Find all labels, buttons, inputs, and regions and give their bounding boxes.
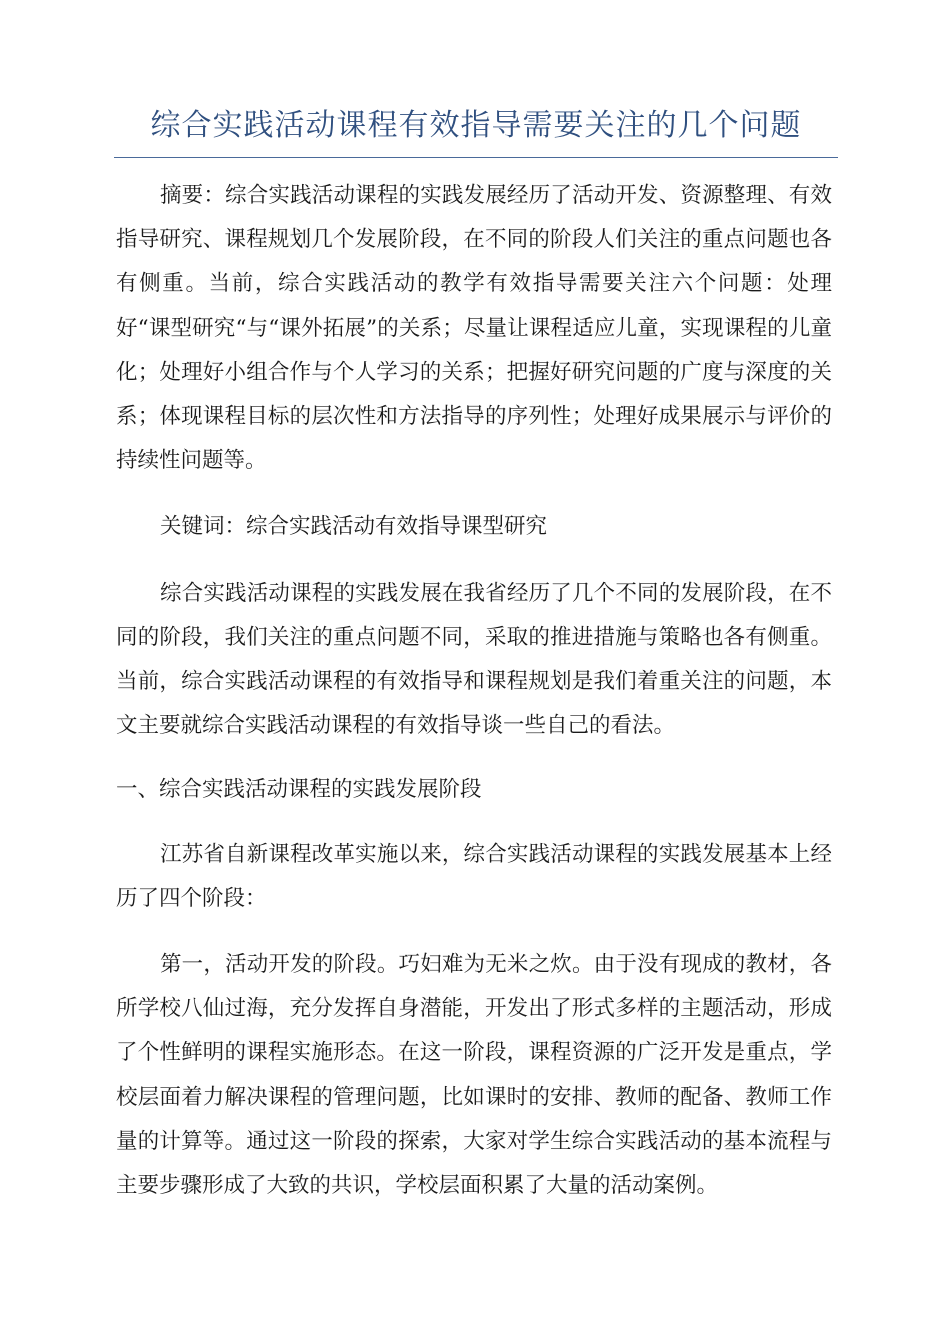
document-title: 综合实践活动课程有效指导需要关注的几个问题 [150, 108, 802, 143]
section-paragraph: 江苏省自新课程改革实施以来，综合实践活动课程的实践发展基本上经历了四个阶段： [116, 841, 832, 911]
intro-paragraph: 综合实践活动课程的实践发展在我省经历了几个不同的发展阶段，在不同的阶段，我们关注的重点问题不同，采取的推进措施与策略也各有侧重。当前，综合实践活动课程的有效指导和课程规划是我们着重关注的问题，本文主要就综合实践活动课程的有效指导谈一些自己的看法。 [116, 580, 832, 739]
title-divider [114, 157, 838, 158]
abstract-paragraph: 摘要：综合实践活动课程的实践发展经历了活动开发、资源整理、有效指导研究、课程规划几个发展阶段，在不同的阶段人们关注的重点问题也各有侧重。当前，综合实践活动的教学有效指导需要关注六个问题：处理好“课型研究“与“课外拓展”的关系；尽量让课程适应儿童，实现课程的儿童化；处理好小组合作与个人学习的关系；把握好研究问题的广度与深度的关系；体现课程目标的层次性和方法指导的序列性；处理好成果展示与评价的持续性问题等。 [116, 183, 832, 474]
section-heading: 一、综合实践活动课程的实践发展阶段 [116, 777, 482, 803]
keywords-paragraph: 关键词：综合实践活动有效指导课型研究 [160, 514, 548, 540]
document-body [116, 174, 832, 1208]
section-paragraph: 第一，活动开发的阶段。巧妇难为无米之炊。由于没有现成的教材，各所学校八仙过海，充分发挥自身潜能，开发出了形式多样的主题活动，形成了个性鲜明的课程实施形态。在这一阶段，课程资源的广泛开发是重点，学校层面着力解决课程的管理问题，比如课时的安排、教师的配备、教师工作量的计算等。通过这一阶段的探索，大家对学生综合实践活动的基本流程与主要步骤形成了大致的共识，学校层面积累了大量的活动案例。 [116, 952, 832, 1199]
